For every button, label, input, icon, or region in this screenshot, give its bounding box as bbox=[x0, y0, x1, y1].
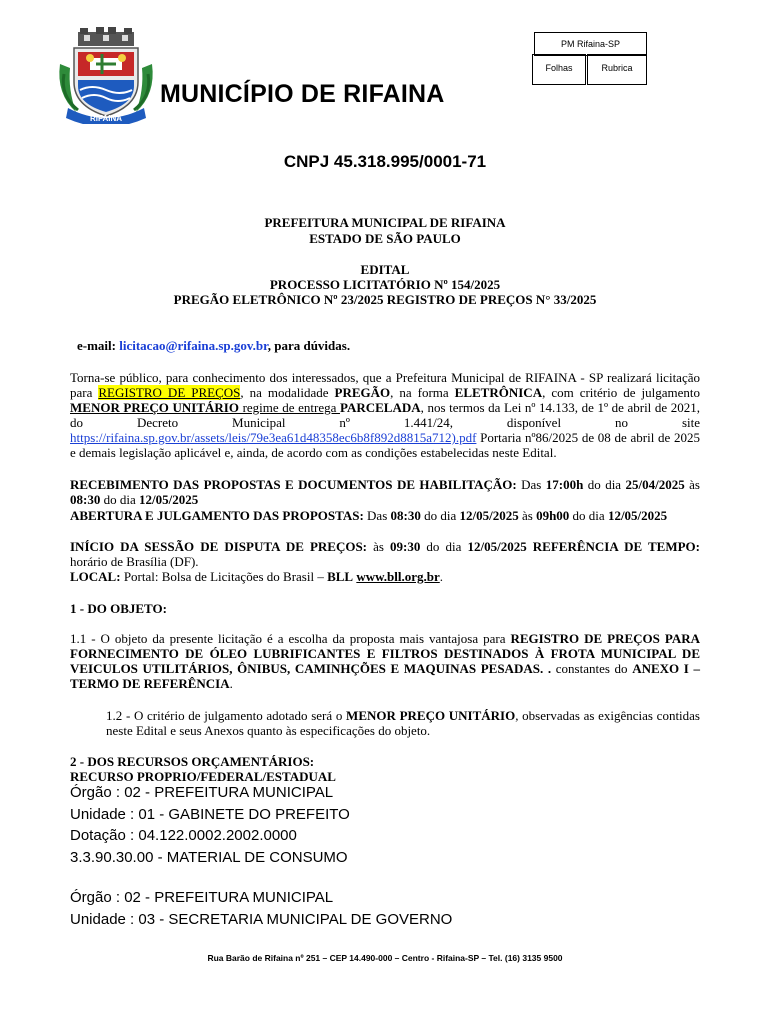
intro-text: Torna-se público, para conhecimento dos interessados, que a Prefeitura Municipal de RIFAINA - SP realizará licitação para bbox=[70, 370, 700, 400]
email-suffix: , para dúvidas. bbox=[267, 338, 351, 353]
registro-precos-highlight: REGISTRO DE PREÇOS bbox=[98, 385, 241, 400]
schedule-text: do dia bbox=[583, 477, 626, 492]
budget-line: Unidade : 01 - GABINETE DO PREFEITO bbox=[70, 805, 350, 823]
budget-line: Órgão : 02 - PREFEITURA MUNICIPAL bbox=[70, 889, 334, 906]
local-value: Portal: Bolsa de Licitações do Brasil – bbox=[120, 569, 328, 584]
schedule-text: às bbox=[684, 477, 700, 492]
modalidade-pregao: PREGÃO bbox=[334, 385, 391, 400]
lei-link[interactable]: https://rifaina.sp.gov.br/assets/leis/79e3ea61d48358ec6b8f892d8815a712).pdf bbox=[70, 430, 477, 445]
schedule-date: 12/05/2025 bbox=[607, 508, 668, 523]
schedule-text: do dia bbox=[100, 492, 139, 507]
item-text: . bbox=[229, 676, 233, 691]
item-text: 1.1 - O objeto da presente licitação é a escolha da proposta mais vantajosa para bbox=[70, 631, 511, 646]
schedule-time: 08:30 bbox=[390, 508, 421, 523]
schedule-time: 09h00 bbox=[536, 508, 570, 523]
schedule-text: Das bbox=[516, 477, 546, 492]
schedule-time: 08:30 bbox=[70, 492, 101, 507]
section2-heading bbox=[70, 754, 336, 784]
municipal-coat-of-arms bbox=[50, 24, 162, 124]
stamp-folhas: Folhas bbox=[532, 54, 586, 85]
edital-label: EDITAL bbox=[360, 262, 410, 277]
schedule-text: do dia bbox=[420, 508, 460, 523]
schedule-date: 12/05/2025 bbox=[459, 508, 519, 523]
budget-line: Unidade : 03 - SECRETARIA MUNICIPAL DE GOVERNO bbox=[70, 910, 453, 928]
schedule-local bbox=[70, 569, 700, 584]
email-line bbox=[77, 338, 350, 354]
email-label: e-mail: bbox=[77, 338, 116, 353]
intro-text: regime de entrega bbox=[238, 400, 340, 415]
item-text: constantes do bbox=[551, 661, 633, 676]
intro-text: , na modalidade bbox=[240, 385, 335, 400]
schedule-recebimento bbox=[70, 477, 700, 507]
regime-parcelada: PARCELADA bbox=[339, 400, 421, 415]
local-label: LOCAL: bbox=[70, 569, 121, 584]
schedule-text: do dia bbox=[569, 508, 608, 523]
criterio-menor-preco: MENOR PREÇO UNITÁRIO bbox=[70, 400, 239, 415]
forma-eletronica: ELETRÔNICA bbox=[454, 385, 543, 400]
schedule-text: às bbox=[518, 508, 537, 523]
inicio-label: INÍCIO DA SESSÃO DE DISPUTA DE PREÇOS: bbox=[70, 539, 368, 554]
budget-lines-group-1 bbox=[70, 782, 350, 868]
section1-item-1-2 bbox=[106, 708, 700, 738]
intro-text: , com critério de julgamento bbox=[542, 385, 700, 400]
prefeitura-name: PREFEITURA MUNICIPAL DE RIFAINA bbox=[264, 215, 506, 230]
bll-label: BLL bbox=[327, 569, 354, 584]
bll-site-link[interactable]: www.bll.org.br bbox=[356, 569, 440, 584]
section1-heading: 1 - DO OBJETO: bbox=[70, 601, 167, 616]
anexo-reference: ANEXO I – TERMO DE REFERÊNCIA bbox=[70, 661, 700, 691]
stamp-pm-rifaina: PM Rifaina-SP bbox=[534, 32, 647, 56]
intro-text: , nos termos da Lei nº 14.133, de 1º de abril de 2021, do Decreto Municipal nº 1.441/24, disponível no site bbox=[70, 400, 700, 430]
referencia-value: horário de Brasília (DF). bbox=[70, 554, 199, 569]
edital-heading bbox=[0, 262, 770, 307]
item-text: 1.2 - O critério de julgamento adotado será o bbox=[106, 708, 347, 723]
schedule-date: 12/05/2025 bbox=[138, 492, 199, 507]
page-title: MUNICÍPIO DE RIFAINA bbox=[160, 80, 445, 108]
schedule-text: do dia bbox=[420, 539, 468, 554]
item-criterion: MENOR PREÇO UNITÁRIO bbox=[346, 708, 516, 723]
schedule-time: 09:30 bbox=[390, 539, 421, 554]
budget-line: Órgão : 02 - PREFEITURA MUNICIPAL bbox=[70, 784, 334, 801]
processo-licitatorio: PROCESSO LICITATÓRIO Nº 154/2025 bbox=[269, 277, 501, 292]
referencia-label: REFERÊNCIA DE TEMPO: bbox=[526, 539, 700, 554]
abertura-label: ABERTURA E JULGAMENTO DAS PROPOSTAS: bbox=[70, 508, 364, 523]
item-text: , observadas as exigências contidas neste Edital e seus Anexos quanto às especificações do objeto. bbox=[106, 708, 700, 738]
intro-text: Portaria nº86/2025 de 08 de abril de 2025 e demais legislação aplicável e, ainda, de acordo com as condições estabelecidas neste Edital. bbox=[70, 430, 700, 460]
stamp-rubrica: Rubrica bbox=[587, 54, 647, 85]
schedule-date: 12/05/2025 bbox=[467, 539, 527, 554]
email-link[interactable]: licitacao@rifaina.sp.gov.br bbox=[119, 338, 268, 353]
intro-paragraph bbox=[70, 370, 700, 460]
section2-subtitle: RECURSO PROPRIO/FEDERAL/ESTADUAL bbox=[70, 769, 336, 784]
item-object: REGISTRO DE PREÇOS PARA FORNECIMENTO DE ÓLEO LUBRIFICANTES E FILTROS DESTINADOS À FROTA MUNICIPAL DE VEICULOS UTILITÁRIOS, ÔNIBUS, CAMINHÇÕES E MAQUINAS PESADAS. . bbox=[70, 631, 700, 676]
estado-name: ESTADO DE SÃO PAULO bbox=[309, 231, 461, 246]
budget-lines-group-2 bbox=[70, 887, 452, 930]
budget-line: 3.3.90.30.00 - MATERIAL DE CONSUMO bbox=[70, 848, 348, 866]
section2-title: 2 - DOS RECURSOS ORÇAMENTÁRIOS: bbox=[70, 754, 315, 769]
schedule-time: 17:00h bbox=[545, 477, 584, 492]
schedule-date: 25/04/2025 bbox=[625, 477, 685, 492]
schedule-text: Das bbox=[363, 508, 391, 523]
budget-line: Dotação : 04.122.0002.2002.0000 bbox=[70, 827, 297, 844]
schedule-inicio bbox=[70, 539, 700, 569]
cnpj: CNPJ 45.318.995/0001-71 bbox=[283, 152, 487, 171]
intro-text: , na forma bbox=[390, 385, 455, 400]
recebimento-label: RECEBIMENTO DAS PROPOSTAS E DOCUMENTOS DE HABILITAÇÃO: bbox=[70, 477, 517, 492]
prefeitura-heading bbox=[0, 215, 770, 247]
footer-address: Rua Barão de Rifaina nº 251 – CEP 14.490-000 – Centro - Rifaina-SP – Tel. (16) 3135 9500 bbox=[207, 953, 563, 963]
local-period: . bbox=[439, 569, 444, 584]
schedule-text: às bbox=[367, 539, 390, 554]
pregao-eletronico: PREGÃO ELETRÔNICO Nº 23/2025 REGISTRO DE PREÇOS N° 33/2025 bbox=[173, 292, 597, 307]
schedule-abertura bbox=[70, 508, 700, 523]
section1-item-1-1 bbox=[70, 631, 700, 691]
banner-text: RIFAINA bbox=[90, 114, 122, 123]
